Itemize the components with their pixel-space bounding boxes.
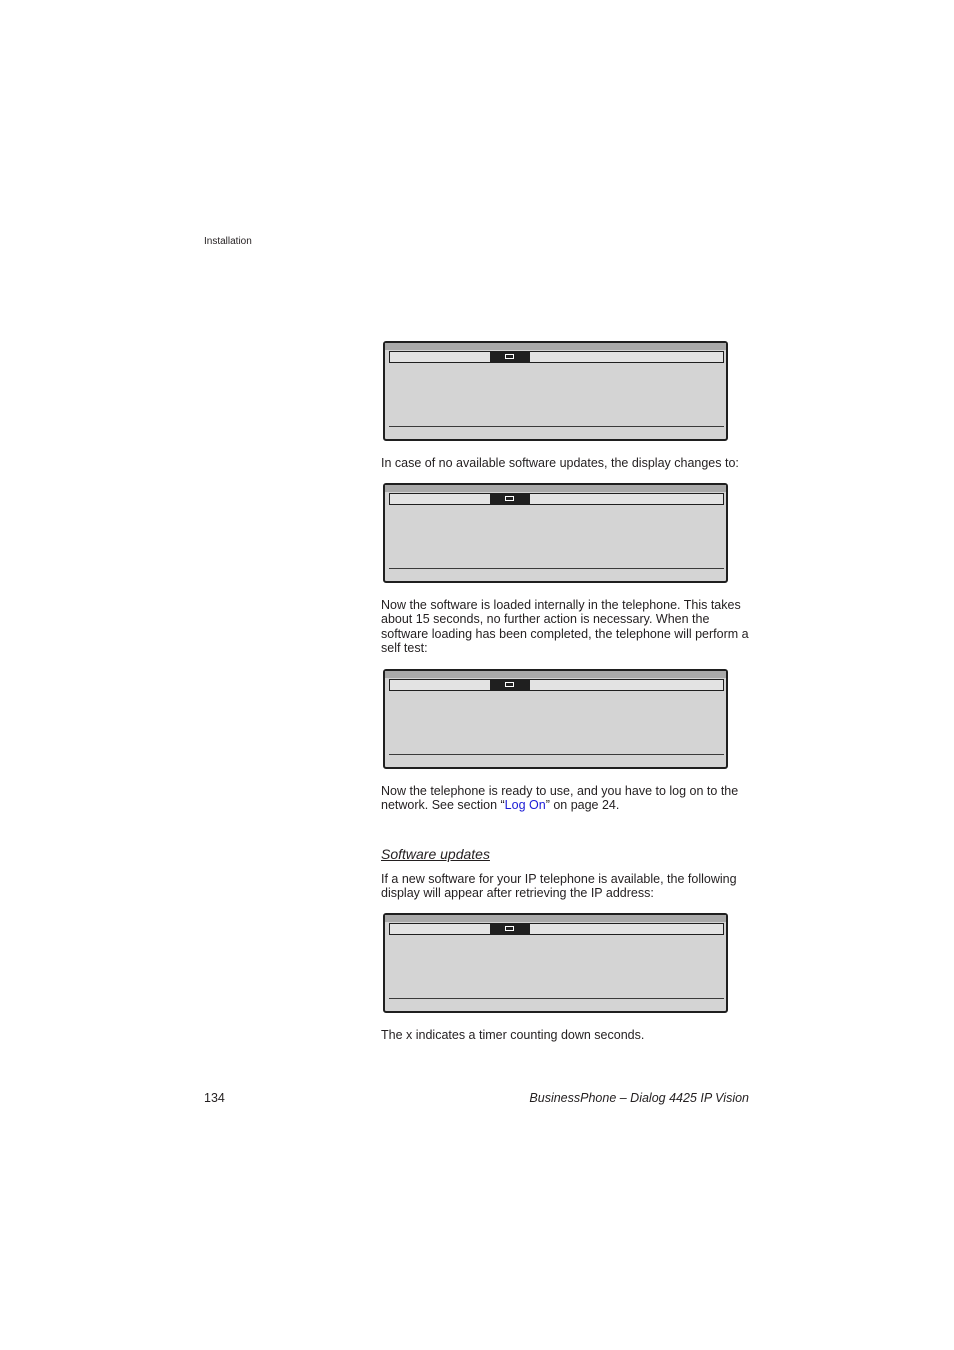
display-status-bar [389, 679, 724, 691]
paragraph-text-after-link: ” on page 24. [545, 798, 620, 813]
display-indicator [490, 923, 530, 935]
display-top-band [385, 485, 726, 492]
display-indicator [490, 351, 530, 363]
envelope-icon [505, 496, 514, 501]
display-bottom-line [389, 754, 724, 755]
page-number: 134 [204, 1091, 225, 1105]
display-top-band [385, 671, 726, 678]
display-status-bar [389, 923, 724, 935]
log-on-link[interactable]: Log On [504, 798, 546, 813]
display-status-bar [389, 351, 724, 363]
display-bottom-line [389, 426, 724, 427]
section-heading: Software updates [381, 846, 490, 862]
paragraph-software-loading: Now the software is loaded internally in the telephone. This takes about 15 seconds, no further action is necessary. When the software loading has been completed, the telephone will perform a self test: [381, 598, 749, 656]
paragraph-ready-to-use [381, 784, 753, 813]
phone-display-4 [383, 913, 728, 1013]
phone-display-1 [383, 341, 728, 441]
envelope-icon [505, 682, 514, 687]
display-top-band [385, 343, 726, 350]
envelope-icon [505, 926, 514, 931]
display-bottom-line [389, 998, 724, 999]
phone-display-3 [383, 669, 728, 769]
display-status-bar [389, 493, 724, 505]
paragraph-new-software: If a new software for your IP telephone is available, the following display will appear after retrieving the IP address: [381, 872, 737, 901]
display-indicator [490, 679, 530, 691]
footer-title: BusinessPhone – Dialog 4425 IP Vision [529, 1091, 749, 1105]
paragraph-timer-note: The x indicates a timer counting down seconds. [381, 1028, 645, 1042]
display-top-band [385, 915, 726, 922]
section-label: Installation [204, 236, 252, 247]
envelope-icon [505, 354, 514, 359]
paragraph-text-before-link: Now the telephone is ready to use, and you have to log on to the network. See section “ [381, 784, 739, 813]
display-bottom-line [389, 568, 724, 569]
phone-display-2 [383, 483, 728, 583]
display-indicator [490, 493, 530, 505]
paragraph-no-updates: In case of no available software updates, the display changes to: [381, 456, 739, 470]
